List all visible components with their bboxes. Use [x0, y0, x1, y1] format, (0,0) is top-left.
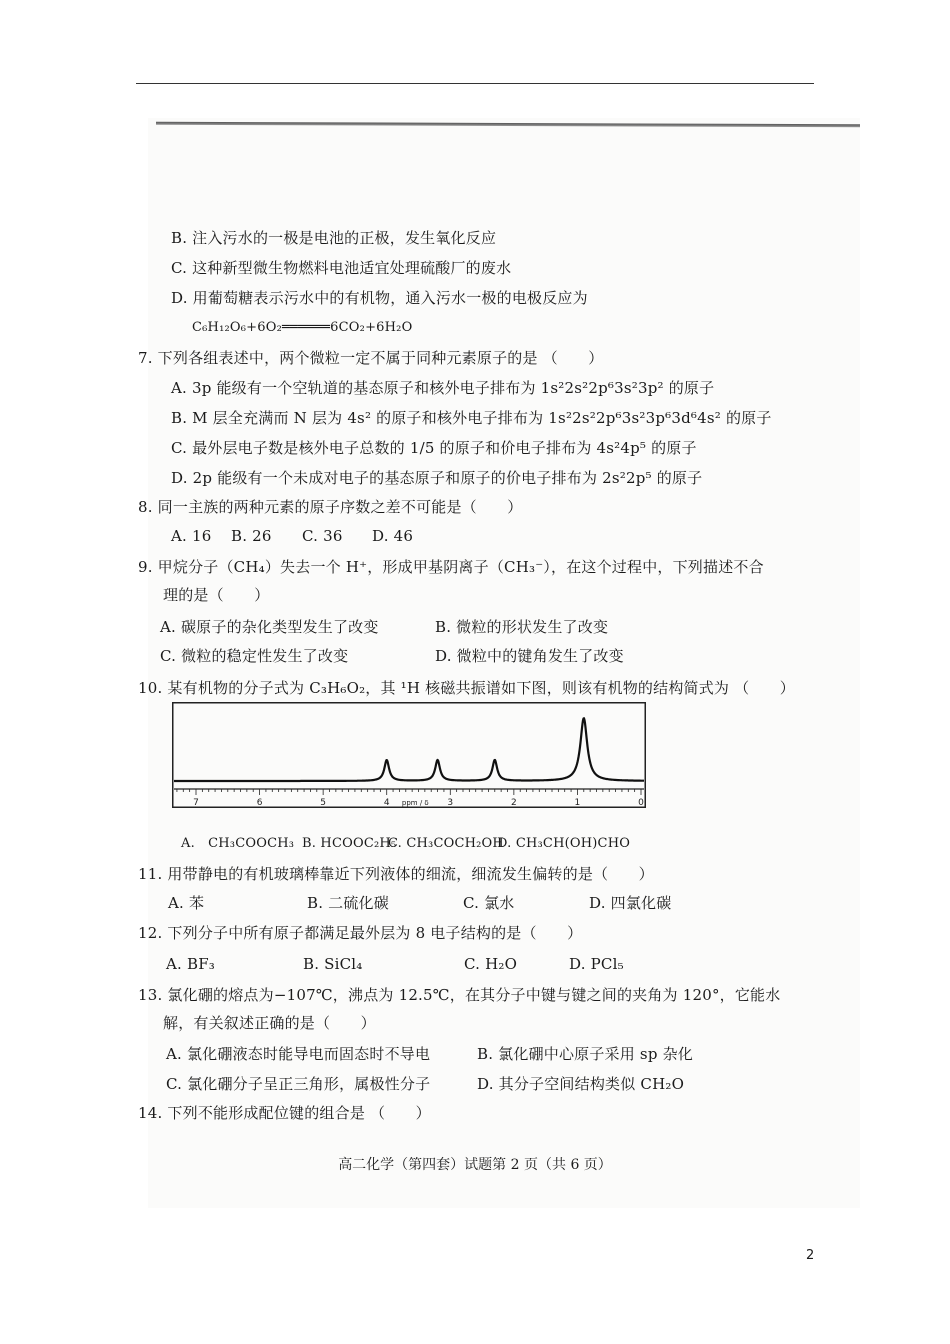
q9-option-c: C. 微粒的稳定性发生了改变	[160, 647, 349, 665]
q9-option-d: D. 微粒中的键角发生了改变	[435, 647, 624, 665]
q13-option-d: D. 其分子空间结构类似 CH₂O	[477, 1075, 685, 1093]
q6-option-d-equation: C₆H₁₂O₆+6O₂══════6CO₂+6H₂O	[192, 320, 413, 335]
ppm-tick-label: 5	[320, 798, 327, 808]
q13-stem-line1: 13. 氯化硼的熔点为−107℃，沸点为 12.5℃，在其分子中键与键之间的夹角为 120°，它能水	[138, 986, 781, 1004]
q7-option-b: B. M 层全充满而 N 层为 4s² 的原子和核外电子排布为 1s²2s²2p⁶3s²3p⁶3d⁶4s² 的原子	[171, 409, 772, 427]
q8-option-a: A. 16	[171, 527, 212, 545]
q9-stem-line2: 理的是（ ）	[163, 586, 270, 604]
q7-option-c: C. 最外层电子数是核外电子总数的 1/5 的原子和价电子排布为 4s²4p⁵ 的原子	[171, 439, 697, 457]
q13-option-a: A. 氯化硼液态时能导电而固态时不导电	[166, 1045, 431, 1063]
q6-option-d: D. 用葡萄糖表示污水中的有机物，通入污水一极的电极反应为	[171, 289, 588, 307]
q12-option-c: C. H₂O	[464, 955, 518, 973]
q13-option-b: B. 氯化硼中心原子采用 sp 杂化	[477, 1045, 693, 1063]
q6-option-b: B. 注入污水的一极是电池的正极，发生氧化反应	[171, 229, 497, 247]
ppm-tick-label: 2	[510, 798, 517, 808]
q11-stem: 11. 用带静电的有机玻璃棒靠近下列液体的细流，细流发生偏转的是（ ）	[138, 865, 654, 883]
q10-option-c: C. CH₃COCH₂OH	[388, 836, 504, 851]
ppm-tick-label: 4	[383, 798, 390, 808]
q7-stem: 7. 下列各组表述中，两个微粒一定不属于同种元素原子的是 （ ）	[138, 349, 604, 367]
q10-option-d: D. CH₃CH(OH)CHO	[497, 836, 631, 851]
ppm-tick-label: 0	[638, 798, 644, 808]
ppm-axis-label: ppm / δ	[401, 799, 429, 807]
q7-option-a: A. 3p 能级有一个空轨道的基态原子和核外电子排布为 1s²2s²2p⁶3s²3p² 的原子	[171, 379, 715, 397]
q8-option-d: D. 46	[372, 527, 414, 545]
q6-option-c: C. 这种新型微生物燃料电池适宜处理硫酸厂的废水	[171, 259, 512, 277]
q12-option-d: D. PCl₅	[569, 955, 624, 973]
q11-option-c: C. 氯水	[463, 894, 515, 912]
q13-option-c: C. 氯化硼分子呈正三角形，属极性分子	[166, 1075, 431, 1093]
ppm-tick-label: 7	[193, 798, 199, 808]
q10-option-b: B. HCOOC₂H₅	[302, 836, 397, 851]
q12-option-b: B. SiCl₄	[303, 955, 363, 973]
chart-frame	[173, 703, 646, 808]
q10-stem: 10. 某有机物的分子式为 C₃H₆O₂，其 ¹H 核磁共振谱如下图，则该有机物的结构简式为 （ ）	[138, 679, 795, 697]
q12-option-a: A. BF₃	[166, 955, 216, 973]
page-footer: 高二化学（第四套）试题第 2 页（共 6 页）	[338, 1157, 612, 1173]
q10-option-a: A. CH₃COOCH₃	[181, 836, 295, 851]
q8-option-b: B. 26	[231, 527, 272, 545]
ppm-tick-label: 6	[256, 798, 263, 808]
q8-stem: 8. 同一主族的两种元素的原子序数之差不可能是（ ）	[138, 498, 523, 516]
q11-option-a: A. 苯	[168, 894, 205, 912]
q8-option-c: C. 36	[302, 527, 343, 545]
page-header-rule	[136, 83, 814, 84]
nmr-spectrum-chart	[172, 702, 646, 808]
page-number: 2	[806, 1248, 815, 1263]
q12-stem: 12. 下列分子中所有原子都满足最外层为 8 电子结构的是（ ）	[138, 924, 583, 942]
q14-stem: 14. 下列不能形成配位键的组合是 （ ）	[138, 1104, 431, 1122]
q11-option-d: D. 四氯化碳	[589, 894, 672, 912]
nmr-spectrum-trace	[174, 718, 644, 781]
q9-option-a: A. 碳原子的杂化类型发生了改变	[160, 618, 379, 636]
q11-option-b: B. 二硫化碳	[307, 894, 389, 912]
q9-stem-line1: 9. 甲烷分子（CH₄）失去一个 H⁺，形成甲基阴离子（CH₃⁻），在这个过程中，下列描述不合	[138, 558, 764, 576]
q9-option-b: B. 微粒的形状发生了改变	[435, 618, 609, 636]
q13-stem-line2: 解，有关叙述正确的是（ ）	[163, 1014, 376, 1032]
ppm-tick-label: 3	[447, 798, 454, 808]
ppm-tick-label: 1	[574, 798, 581, 808]
q7-option-d: D. 2p 能级有一个未成对电子的基态原子和原子的价电子排布为 2s²2p⁵ 的原子	[171, 469, 703, 487]
